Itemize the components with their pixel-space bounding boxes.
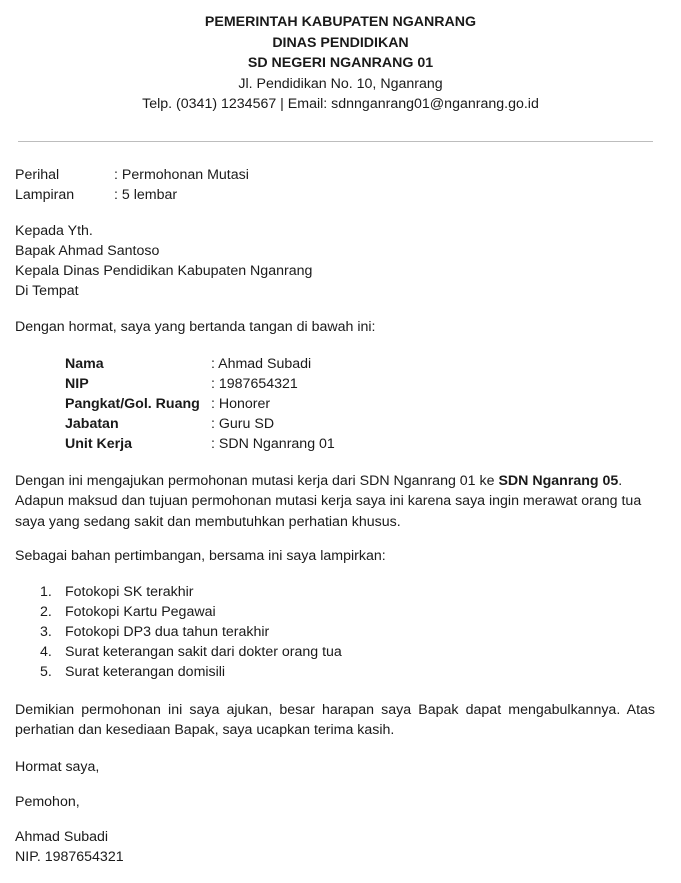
request-paragraph [15, 471, 655, 532]
identity-label: Pangkat/Gol. Ruang [65, 396, 200, 412]
letterhead [0, 12, 681, 115]
identity-value: : Ahmad Subadi [211, 356, 312, 372]
list-item: Fotokopi SK terakhir [65, 584, 194, 600]
letterhead-department: DINAS PENDIDIKAN [272, 34, 409, 51]
list-item-number: 2. [40, 604, 52, 620]
signer-name: Ahmad Subadi [15, 829, 109, 845]
identity-value: : 1987654321 [211, 376, 298, 392]
list-item-number: 1. [40, 584, 52, 600]
lampiran-label: Lampiran [15, 187, 75, 203]
letterhead-government: PEMERINTAH KABUPATEN NGANRANG [204, 14, 477, 30]
list-item: Fotokopi Kartu Pegawai [65, 604, 216, 620]
recipient-title: Kepala Dinas Pendidikan Kabupaten Nganrang [15, 263, 313, 279]
identity-label: Nama [65, 356, 104, 372]
destination-school: SDN Nganrang 05 [498, 473, 619, 489]
perihal-label: Perihal [15, 167, 60, 183]
identity-value: : SDN Nganrang 01 [211, 436, 335, 452]
letterhead-divider [18, 141, 653, 142]
signer-nip: NIP. 1987654321 [15, 849, 124, 865]
identity-label: Unit Kerja [65, 436, 133, 452]
recipient-place: Di Tempat [15, 283, 79, 299]
identity-label: Jabatan [65, 416, 119, 432]
attachment-intro: Sebagai bahan pertimbangan, bersama ini saya lampirkan: [15, 548, 386, 564]
applicant-label: Pemohon, [15, 794, 80, 810]
regards-text: Hormat saya, [15, 759, 100, 775]
list-item-number: 4. [40, 644, 52, 660]
recipient-name: Bapak Ahmad Santoso [15, 243, 160, 259]
list-item-number: 3. [40, 624, 52, 640]
letterhead-school: SD NEGERI NGANRANG 01 [247, 55, 434, 71]
identity-value: : Honorer [211, 396, 271, 412]
request-text-start: Dengan ini mengajukan permohonan mutasi kerja dari SDN Nganrang 01 ke [15, 473, 499, 489]
list-item-number: 5. [40, 664, 52, 680]
list-item: Fotokopi DP3 dua tahun terakhir [65, 624, 270, 640]
letterhead-contact: Telp. (0341) 1234567 | Email: sdnnganrang01@nganrang.go.id [142, 96, 539, 112]
recipient-salutation: Kepada Yth. [15, 223, 93, 239]
lampiran-value: : 5 lembar [114, 187, 178, 203]
identity-value: : Guru SD [211, 416, 275, 432]
letterhead-address: Jl. Pendidikan No. 10, Nganrang [238, 75, 443, 92]
request-text-end: . Adapun maksud dan tujuan permohonan mutasi kerja saya ini karena saya ingin merawat orang tua saya yang sedang sakit dan membutuhkan perhatian khusus. [15, 473, 642, 530]
list-item: Surat keterangan domisili [65, 664, 226, 680]
closing-paragraph: Demikian permohonan ini saya ajukan, besar harapan saya Bapak dapat mengabulkannya. Atas perhatian dan kesediaan Bapak, saya ucapkan terima kasih. [15, 702, 655, 739]
opening-text: Dengan hormat, saya yang bertanda tangan di bawah ini: [15, 319, 376, 335]
identity-label: NIP [65, 376, 89, 392]
list-item: Surat keterangan sakit dari dokter orang tua [65, 644, 342, 660]
perihal-value: : Permohonan Mutasi [114, 167, 249, 183]
